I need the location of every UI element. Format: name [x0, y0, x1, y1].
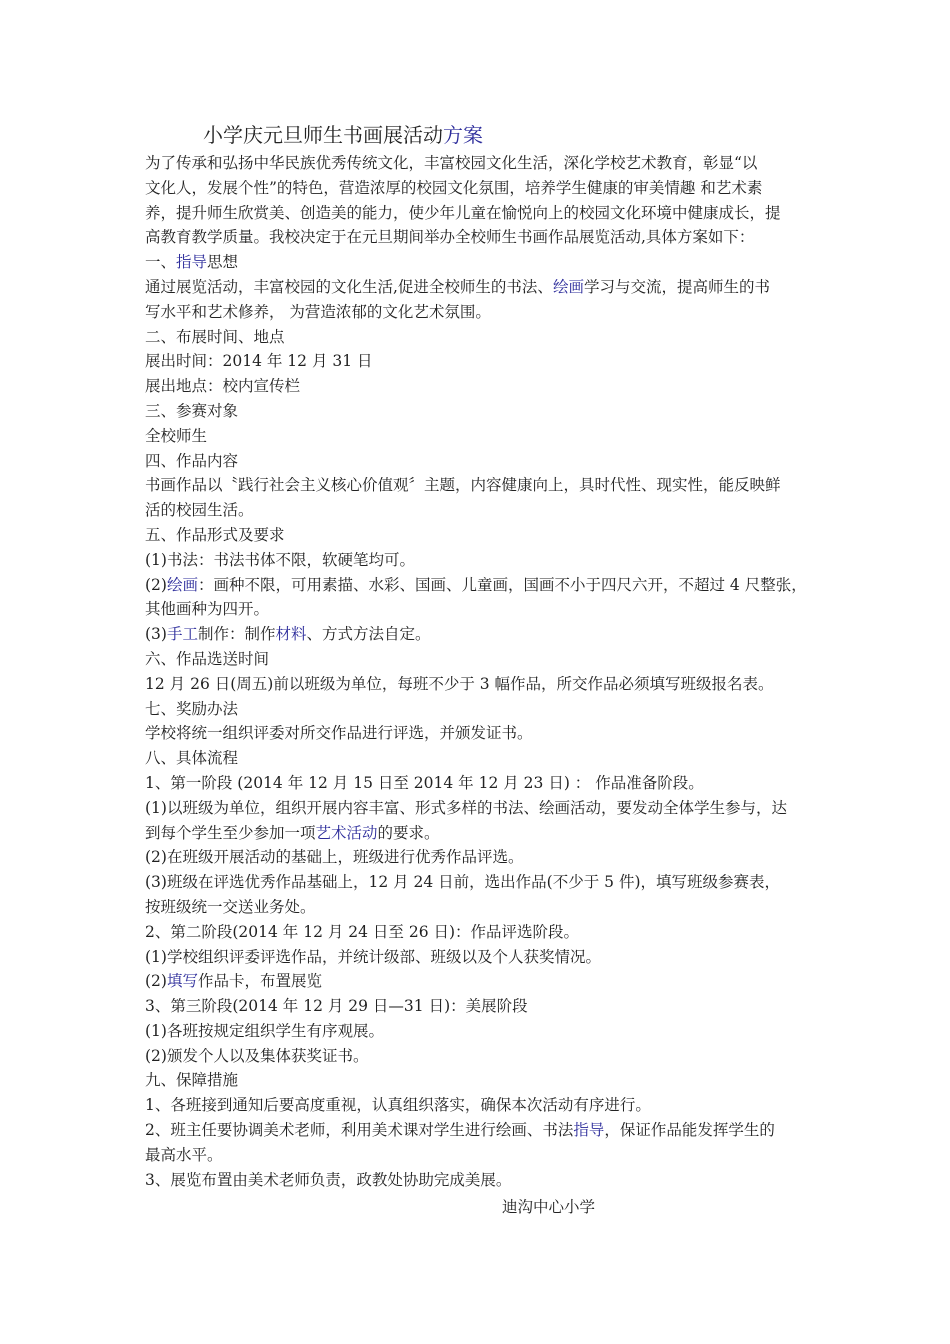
exhibit-time: 展出时间：2014 年 12 月 31 日	[145, 352, 373, 371]
participants: 全校师生	[145, 426, 208, 445]
stage-2: 2、第二阶段(2014 年 12 月 24 日至 26 日)：作品评选阶段。	[145, 922, 580, 941]
paragraph-line: (2)在班级开展活动的基础上，班级进行优秀作品评选。	[145, 848, 524, 867]
section-heading-6: 六、作品选送时间	[145, 649, 270, 668]
paragraph-line: 最高水平。	[145, 1145, 223, 1164]
paragraph-line: 按班级统一交送业务处。	[145, 897, 316, 916]
link-painting[interactable]: 绘画	[166, 575, 198, 594]
paragraph-line: (1)各班按规定组织学生有序观展。	[145, 1021, 384, 1040]
measure-1: 1、各班接到通知后要高度重视，认真组织落实，确保本次活动有序进行。	[145, 1096, 651, 1115]
paragraph-line: 到每个学生至少参加一项艺术活动的要求。	[145, 823, 440, 842]
section-heading-3: 三、参赛对象	[145, 401, 239, 420]
paragraph-line: 通过展览活动，丰富校园的文化生活,促进全校师生的书法、绘画学习与交流，提高师生的书	[145, 277, 770, 296]
section-heading-7: 七、奖励办法	[145, 699, 239, 718]
title-text: 小学庆元旦师生书画展活动	[203, 123, 443, 147]
link-fill-in[interactable]: 填写	[166, 972, 198, 991]
document-body	[145, 151, 813, 1192]
measure-3: 3、展览布置由美术老师负责，政教处协助完成美展。	[145, 1170, 512, 1189]
section-heading-5: 五、作品形式及要求	[145, 525, 285, 544]
link-painting[interactable]: 绘画	[552, 277, 584, 296]
document-title	[203, 122, 483, 148]
paragraph-line: (3)班级在评选优秀作品基础上，12 月 24 日前，选出作品(不少于 5 件)，填写班级参赛表，	[145, 873, 780, 892]
requirement-painting: (2)绘画：画种不限，可用素描、水彩、国画、儿童画，国画不小于四尺六开，不超过 4 尺整张，	[145, 575, 807, 594]
intro-line: 文化人，发展个性”的特色，营造浓厚的校园文化氛围，培养学生健康的审美情趣 和艺术素	[145, 178, 763, 197]
paragraph-line: 书画作品以〝践行社会主义核心价值观〞主题，内容健康向上，具时代性、现实性，能反映鲜	[145, 476, 781, 495]
link-handcraft[interactable]: 手工	[166, 625, 198, 644]
title-link[interactable]: 方案	[443, 123, 483, 147]
paragraph-line: (1)学校组织评委评选作品，并统计级部、班级以及个人获奖情况。	[145, 947, 601, 966]
exhibit-place: 展出地点：校内宣传栏	[145, 377, 301, 396]
stage-1: 1、第一阶段 (2014 年 12 月 15 日至 2014 年 12 月 23 日) ： 作品准备阶段。	[145, 773, 704, 792]
link-guidance[interactable]: 指导	[573, 1121, 605, 1140]
paragraph-line: (1)以班级为单位，组织开展内容丰富、形式多样的书法、绘画活动，要发动全体学生参与，达	[145, 798, 787, 817]
link-art-activity[interactable]: 艺术活动	[315, 823, 378, 842]
section-heading-1: 一、指导思想	[145, 253, 239, 272]
requirement-handcraft: (3)手工制作：制作材料、方式方法自定。	[145, 625, 431, 644]
intro-line: 高教育教学质量。我校决定于在元旦期间举办全校师生书画作品展览活动,具体方案如下：	[145, 228, 755, 247]
measure-2: 2、班主任要协调美术老师，利用美术课对学生进行绘画、书法指导，保证作品能发挥学生的	[145, 1121, 775, 1140]
link-materials[interactable]: 材料	[275, 625, 307, 644]
section-heading-9: 九、保障措施	[145, 1071, 239, 1090]
link-guidance[interactable]: 指导	[176, 253, 208, 272]
paragraph-line: 其他画种为四开。	[145, 600, 270, 619]
paragraph-line: 写水平和艺术修养， 为营造浓郁的文化艺术氛围。	[145, 302, 491, 321]
section-heading-8: 八、具体流程	[145, 749, 239, 768]
signature: 迪沟中心小学	[502, 1198, 596, 1216]
section-heading-2: 二、布展时间、地点	[145, 327, 285, 346]
intro-line: 养，提升师生欣赏美、创造美的能力，使少年儿童在愉悦向上的校园文化环境中健康成长，提	[145, 203, 781, 222]
section-heading-4: 四、作品内容	[145, 451, 239, 470]
paragraph-line: (2)填写作品卡，布置展览	[145, 972, 322, 991]
paragraph-line: (2)颁发个人以及集体获奖证书。	[145, 1046, 369, 1065]
submission-deadline: 12 月 26 日(周五)前以班级为单位，每班不少于 3 幅作品，所交作品必须填写班级报名表。	[145, 674, 774, 693]
award-method: 学校将统一组织评委对所交作品进行评选，并颁发证书。	[145, 724, 533, 743]
paragraph-line: 活的校园生活。	[145, 501, 254, 520]
stage-3: 3、第三阶段(2014 年 12 月 29 日—31 日)：美展阶段	[145, 997, 528, 1016]
requirement-calligraphy: (1)书法：书法书体不限，软硬笔均可。	[145, 550, 415, 569]
intro-line: 为了传承和弘扬中华民族优秀传统文化，丰富校园文化生活，深化学校艺术教育，彰显“以	[145, 154, 758, 172]
